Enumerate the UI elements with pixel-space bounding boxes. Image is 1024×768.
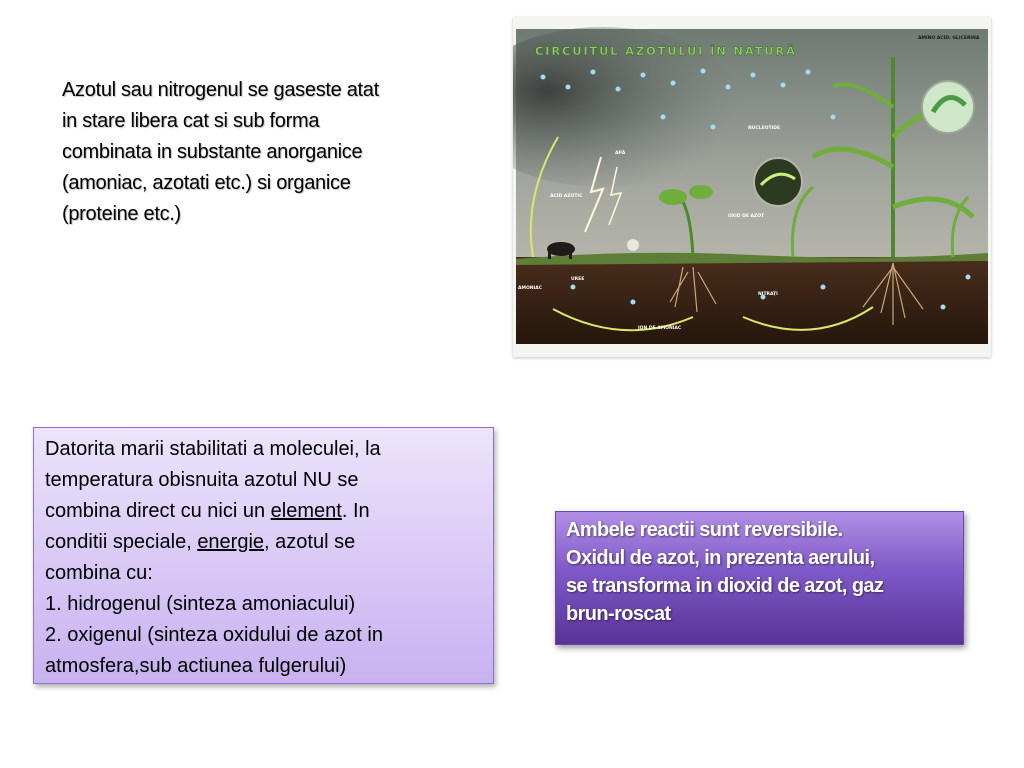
label-apa: APĂ [615, 151, 626, 156]
label-acid-azotic: ACID AZOTIC [550, 194, 583, 199]
element-link[interactable]: element [270, 500, 342, 522]
box-left-line: combina cu: [45, 562, 153, 584]
plant-leaf [689, 185, 713, 199]
label-oxid-azot: OXID DE AZOT [728, 214, 765, 219]
label-nucleotide: NUCLEOTIDE [748, 126, 781, 131]
box-left-line: atmosfera,sub actiunea fulgerului) [45, 655, 347, 677]
label-amino: AMINO ACID: GLICERINA [918, 36, 980, 41]
poster-illustration [513, 17, 991, 357]
info-box-reversible [555, 511, 964, 645]
energie-link[interactable]: energie [197, 531, 265, 553]
cow-leg [569, 250, 572, 259]
box-right-line: brun-roscat [566, 603, 671, 625]
info-box-stability [33, 427, 494, 684]
label-amoniac: AMONIAC [518, 286, 543, 291]
box-left-line [45, 527, 483, 558]
box-right-line: se transforma in dioxid de azot, gaz [566, 575, 884, 597]
intro-line: (amoniac, azotati etc.) si organice [62, 172, 351, 194]
magnifier-icon [754, 158, 802, 206]
box-left-text: conditii speciale, [45, 531, 198, 553]
intro-line: Azotul sau nitrogenul se gaseste atat [62, 79, 379, 101]
nitrogen-cycle-poster [513, 17, 991, 357]
box-right-line: Oxidul de azot, in prezenta aerului, [566, 547, 875, 569]
box-left-line [45, 496, 483, 527]
uree-sack-icon [627, 239, 639, 251]
box-right-line: Ambele reactii sunt reversibile. [566, 519, 843, 541]
box-left-line: 2. oxigenul (sinteza oxidului de azot in [45, 624, 383, 646]
intro-text [62, 75, 462, 230]
label-nitrati: NITRAȚI [758, 292, 778, 297]
box-left-line: temperatura obisnuita azotul NU se [45, 469, 359, 491]
box-left-text: . In [341, 500, 370, 522]
magnifier-icon [922, 81, 974, 133]
label-ion-amoniac: ION DE AMONIAC [638, 326, 682, 331]
intro-line: combinata in substante anorganice [62, 141, 363, 163]
box-left-text: combina direct cu nici un [45, 500, 271, 522]
box-left-line: Datorita marii stabilitati a moleculei, la [45, 438, 381, 460]
plant-leaf [659, 189, 687, 205]
box-left-line: 1. hidrogenul (sinteza amoniacului) [45, 593, 356, 615]
poster-title: CIRCUITUL AZOTULUI ÎN NATURĂ [535, 44, 797, 58]
cow-leg [548, 250, 551, 259]
label-uree: UREE [571, 277, 585, 282]
intro-line: in stare libera cat si sub forma [62, 110, 320, 132]
box-left-text: , azotul se [264, 531, 356, 553]
intro-line: (proteine etc.) [62, 203, 181, 225]
